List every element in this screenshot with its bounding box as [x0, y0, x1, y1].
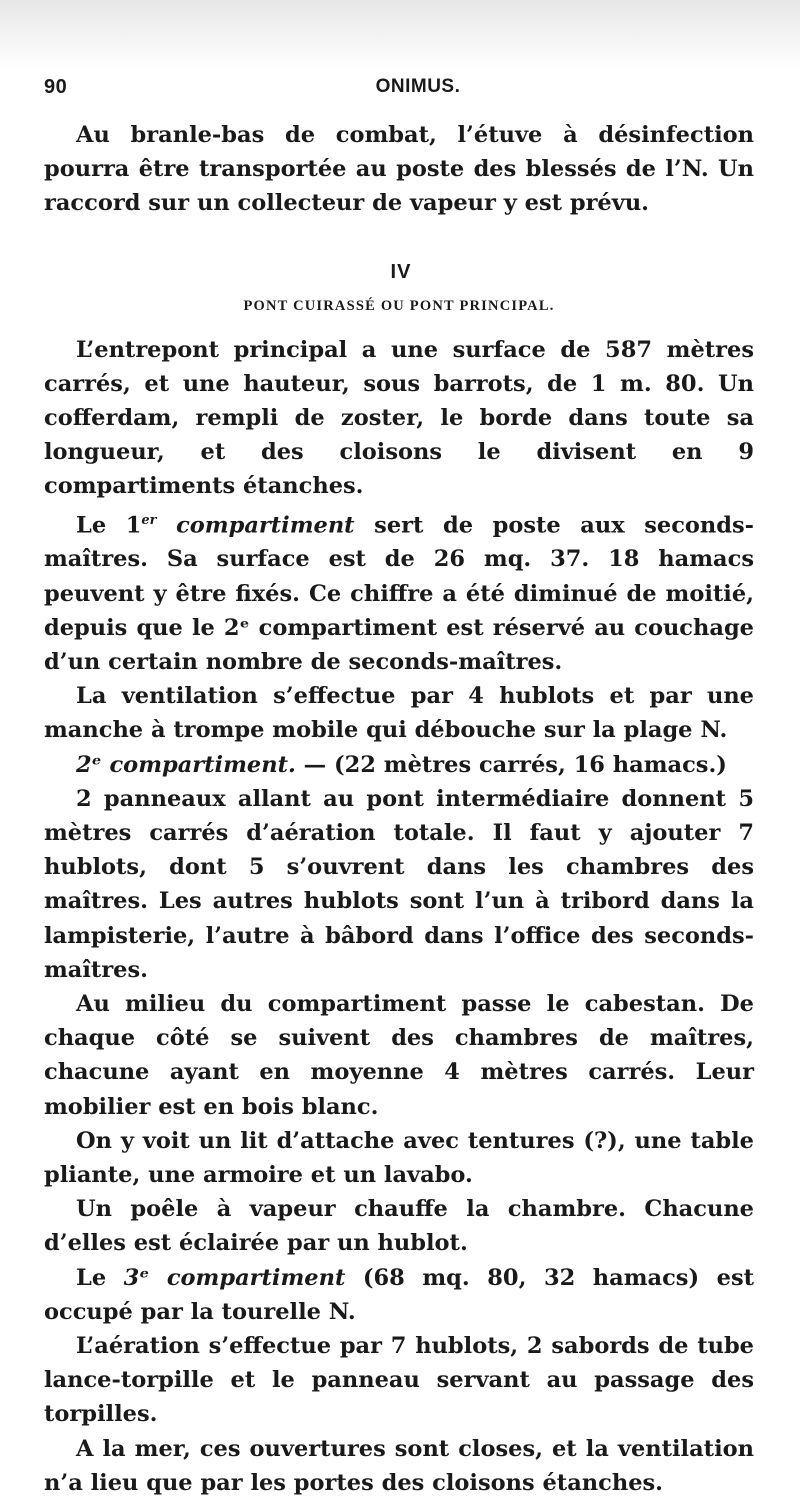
paragraph	[44, 1261, 754, 1329]
page-edge-shading	[0, 0, 800, 70]
paragraph: Un poêle à vapeur chauffe la chambre. Chacune d’elles est éclairée par un hublot.	[44, 1196, 754, 1257]
paragraph	[44, 504, 754, 680]
paragraph: A la mer, ces ouvertures sont closes, et la ventilation n’a lieu que par les portes des cloisons étanches.	[44, 1435, 754, 1496]
paragraph: 2 panneaux allant au pont intermédiaire donnent 5 mètres carrés d’aération totale. Il faut y ajouter 7 hublots, dont 5 s’ouvrent dans les chambres des maîtres. Les autres hublots sont l’un à tribord dans la lampisterie, l’autre à bâbord dans l’office des seconds-maîtres.	[44, 785, 754, 983]
paragraph	[44, 748, 754, 782]
page-header	[44, 76, 756, 106]
paragraph: Au branle-bas de combat, l’étuve à désinfection pourra être transportée au poste des blessés de l’N. Un raccord sur un collecteur de vapeur y est prévu.	[44, 122, 754, 217]
paragraph: La ventilation s’effectue par 4 hublots et par une manche à trompe mobile qui débouche sur la plage N.	[44, 683, 754, 744]
text-run: sert de poste aux seconds-maîtres. Sa surface est de 26 mq. 37. 18 hamacs peuvent y être fixés. Ce chiffre a été diminué de moitié, depuis que le 2ᵉ compartiment est réservé au couchage d’un certain nombre de seconds-maîtres.	[44, 512, 755, 675]
paragraph: L’entrepont principal a une surface de 587 mètres carrés, et une hauteur, sous barrots, de 1 m. 80. Un cofferdam, rempli de zoster, le borde dans toute sa longueur, et des cloisons le divisent en 9 compartiments étanches.	[44, 336, 754, 500]
italic-term: 2ᵉ compartiment.	[76, 751, 296, 778]
text-run: Le 1	[76, 512, 142, 539]
text-run: — (22 mètres carrés, 16 hamacs.)	[295, 751, 727, 778]
italic-term: 3ᵉ compartiment	[123, 1264, 346, 1291]
text-run: (68 mq. 80, 32 hamacs) est occupé par la tourelle N.	[44, 1264, 755, 1325]
page-body	[44, 118, 754, 1500]
page-number: 90	[44, 76, 68, 98]
paragraph: L’aération s’effectue par 7 hublots, 2 sabords de tube lance-torpille et le panneau servant au passage des torpilles.	[44, 1333, 754, 1428]
superscript: er	[141, 512, 157, 528]
paragraph: On y voit un lit d’attache avec tentures (?), une table pliante, une armoire et un lavabo.	[44, 1127, 754, 1188]
italic-term: compartiment	[156, 512, 355, 539]
section-number: IV	[390, 260, 412, 283]
text-run: Le	[76, 1264, 124, 1291]
paragraph: Au milieu du compartiment passe le cabestan. De chaque côté se suivent des chambres de maîtres, chacune ayant en moyenne 4 mètres carrés. Leur mobilier est en bois blanc.	[44, 990, 754, 1120]
section-title: PONT CUIRASSÉ OU PONT PRINCIPAL.	[243, 297, 555, 314]
running-head: ONIMUS.	[375, 76, 461, 97]
